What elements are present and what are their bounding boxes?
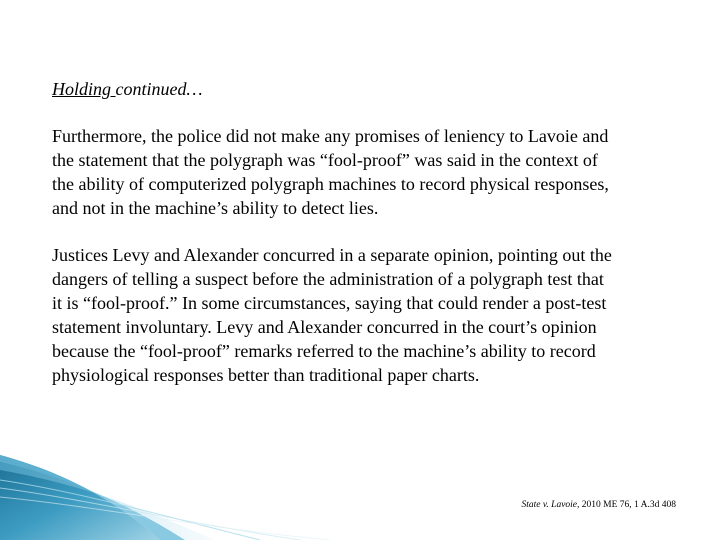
citation-case-name: State v. Lavoie, <box>521 500 580 510</box>
paragraph-1-line: the ability of computerized polygraph machines to record physical responses, <box>52 174 609 194</box>
paragraph-2-line: it is “fool-proof.” In some circumstances, saying that could render a post-test <box>52 293 607 313</box>
paragraph-1-line: and not in the machine’s ability to detect lies. <box>52 198 379 218</box>
paragraph-2-line: dangers of telling a suspect before the administration of a polygraph test that <box>52 269 604 289</box>
heading-underlined: Holding <box>52 79 116 99</box>
paragraph-1-line: Furthermore, the police did not make any promises of leniency to Lavoie and <box>52 126 609 146</box>
paragraph-2-line: statement involuntary. Levy and Alexander concurred in the court’s opinion <box>52 317 597 337</box>
paragraph-2-line: Justices Levy and Alexander concurred in a separate opinion, pointing out the <box>52 245 612 265</box>
slide-heading <box>52 77 203 101</box>
paragraph-2-line: physiological responses better than traditional paper charts. <box>52 365 480 385</box>
heading-rest: continued… <box>115 79 203 99</box>
citation-reference: 2010 ME 76, 1 A.3d 408 <box>579 500 676 510</box>
paragraph-2-line: because the “fool-proof” remarks referred to the machine’s ability to record <box>52 341 596 361</box>
paragraph-1 <box>52 124 692 220</box>
paragraph-2 <box>52 243 692 387</box>
paragraph-1-line: the statement that the polygraph was “fool-proof” was said in the context of <box>52 150 598 170</box>
case-citation <box>522 499 676 511</box>
